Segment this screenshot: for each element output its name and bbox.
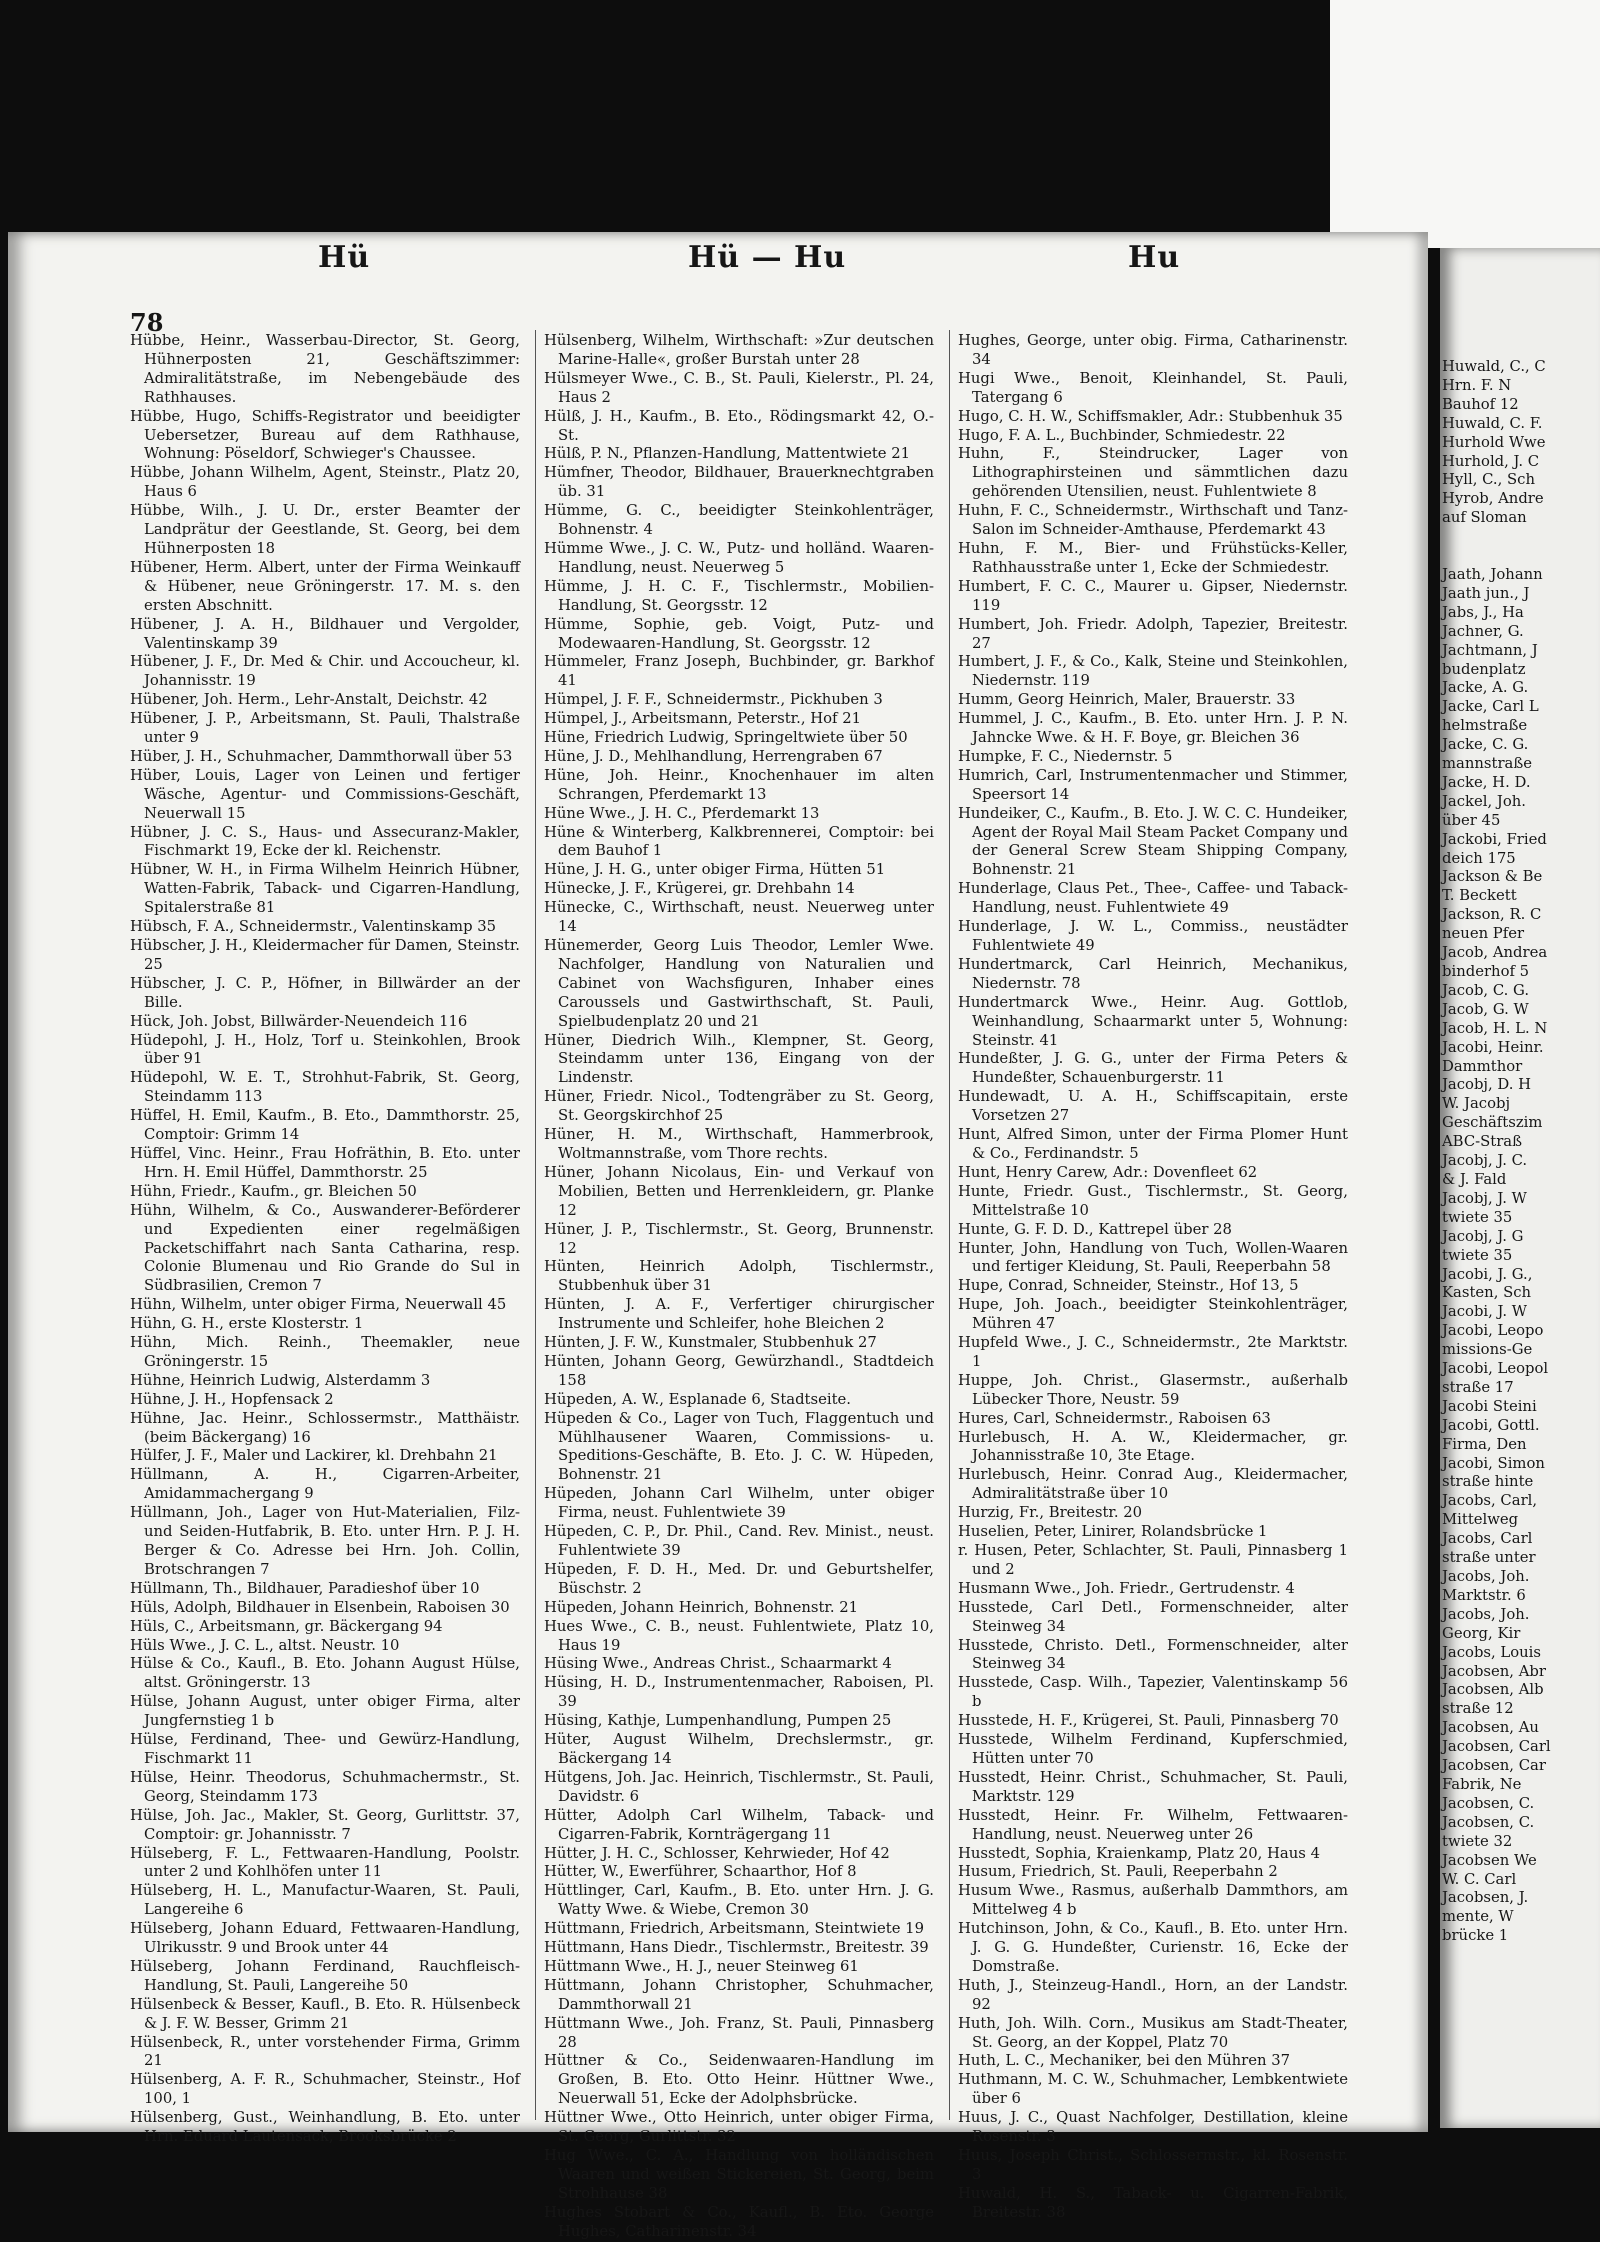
directory-entry: Hümme Wwe., J. C. W., Putz- und holländ. Waaren-Handlung, neust. Neuerweg 5	[544, 539, 934, 576]
directory-entry: Hüllmann, A. H., Cigarren-Arbeiter, Amidammachergang 9	[130, 1466, 520, 1503]
directory-entry: Hüttmann, Johann Christopher, Schuhmacher, Dammthorwall 21	[544, 1976, 934, 2013]
directory-entry: Hüber, J. H., Schuhmacher, Dammthorwall über 53	[130, 747, 513, 765]
directory-entry: Hüttmann, Hans Diedr., Tischlermstr., Breitestr. 39	[544, 1939, 929, 1957]
directory-entry: Hüpeden, F. D. H., Med. Dr. und Geburtshelfer, Büschstr. 2	[544, 1560, 934, 1597]
directory-entry: Hüls, Adolph, Bildhauer in Elsenbein, Raboisen 30	[130, 1598, 510, 1616]
facing-page-line: Jacobsen We	[1442, 1851, 1537, 1869]
facing-page-line: Jacobj, J. G	[1442, 1227, 1524, 1245]
directory-entry: Hülseberg, Johann Eduard, Fettwaaren-Handlung, Ulrikusstr. 9 und Brook unter 44	[130, 1920, 520, 1957]
directory-column-2	[544, 332, 934, 2240]
directory-entry: Hümme, G. C., beeidigter Steinkohlenträger, Bohnenstr. 4	[544, 502, 934, 539]
directory-entry: Hundertmarck, Carl Heinrich, Mechanikus, Niedernstr. 78	[958, 955, 1348, 992]
directory-entry: Hüsing, Kathje, Lumpenhandlung, Pumpen 25	[544, 1712, 892, 1730]
directory-column-1	[130, 332, 520, 2146]
facing-page-line: Jacob, G. W	[1442, 1000, 1529, 1018]
directory-entry: Hühn, Wilhelm, & Co., Auswanderer-Beförderer und Expedienten einer regelmäßigen Packetschiffahrt nach Santa Catharina, resp. Colonie Blumenau und Rio Grande do Sul in Südbrasilien, Cremon 7	[130, 1201, 520, 1295]
facing-page-line: Jackson & Be	[1442, 868, 1543, 886]
directory-entry: Husum, Friedrich, St. Pauli, Reeperbahn 2	[958, 1863, 1278, 1881]
directory-entry: Hunte, G. F. D. D., Kattrepel über 28	[958, 1220, 1232, 1238]
directory-entry: Hugo, F. A. L., Buchbinder, Schmiedestr. 22	[958, 426, 1286, 444]
facing-page-line: Jacke, H. D.	[1442, 773, 1531, 791]
facing-page-line: Mittelweg	[1442, 1511, 1519, 1529]
directory-entry: Huhn, F. M., Bier- und Frühstücks-Keller, Rathhausstraße unter 1, Ecke der Schmiedestr.	[958, 539, 1348, 576]
directory-entry: Husstede, Casp. Wilh., Tapezier, Valentinskamp 56 b	[958, 1674, 1348, 1711]
facing-page-line	[1442, 547, 1600, 566]
directory-entry: Hundeiker, C., Kaufm., B. Eto. J. W. C. C. Hundeiker, Agent der Royal Mail Steam Packet Company und der General Screw Steam Shipping Company, Bohnenstr. 21	[958, 804, 1348, 879]
directory-entry: Hüpeden, C. P., Dr. Phil., Cand. Rev. Minist., neust. Fuhlentwiete 39	[544, 1523, 934, 1559]
directory-entry: Hüttmann, Friedrich, Arbeitsmann, Steintwiete 19	[544, 1920, 924, 1938]
directory-entry: Hüttlinger, Carl, Kaufm., B. Eto. unter Hrn. J. G. Watty Wwe. & Wiebe, Cremon 30	[544, 1882, 934, 1919]
directory-entry: Hüne, Friedrich Ludwig, Springeltwiete über 50	[544, 729, 908, 747]
directory-entry: Hunderlage, J. W. L., Commiss., neustädter Fuhlentwiete 49	[958, 918, 1348, 954]
running-head-left: Hü	[318, 240, 371, 275]
facing-page-line: Hurhold, J. C	[1442, 452, 1540, 470]
facing-page-line: twiete 35	[1442, 1208, 1513, 1226]
directory-entry: Hübener, Herm. Albert, unter der Firma Weinkauff & Hübener, neue Gröningerstr. 17. M. s. den ersten Abschnitt.	[130, 558, 520, 614]
facing-page-line: Jacobsen, Au	[1442, 1719, 1539, 1737]
directory-entry: Hünemerder, Georg Luis Theodor, Lemler Wwe. Nachfolger, Handlung von Naturalien und Cabinet von Wachsfiguren, Inhaber eines Caroussels und Gastwirthschaft, St. Pauli, Spielbudenplatz 20 und 21	[544, 937, 934, 1030]
facing-page-line: Jacobi, J. G.,	[1442, 1265, 1533, 1283]
directory-entry: Hüls Wwe., J. C. L., altst. Neustr. 10	[130, 1636, 400, 1654]
directory-entry: Husstedt, Sophia, Kraienkamp, Platz 20, Haus 4	[958, 1844, 1320, 1862]
directory-column-3	[958, 332, 1348, 2221]
directory-entry: Hübener, J. F., Dr. Med & Chir. und Accoucheur, kl. Johannisstr. 19	[130, 653, 520, 690]
facing-page-line: Jacobi, Gottl.	[1442, 1416, 1540, 1434]
directory-entry: Hünecke, J. F., Krügerei, gr. Drehbahn 14	[544, 880, 855, 898]
directory-entry: Hümmeler, Franz Joseph, Buchbinder, gr. Barkhof 41	[544, 653, 934, 690]
directory-entry: Hünten, J. A. F., Verfertiger chirurgischer Instrumente und Schleifer, hohe Bleichen 2	[544, 1296, 934, 1333]
facing-page-line: twiete 32	[1442, 1832, 1513, 1850]
facing-page-line: Jacob, Andrea	[1442, 944, 1548, 962]
directory-entry: Hüne & Winterberg, Kalkbrennerei, Comptoir: bei dem Bauhof 1	[544, 823, 934, 860]
facing-page-line: Jacobi, Heinr.	[1442, 1038, 1544, 1056]
directory-entry: Hülse, Johann August, unter obiger Firma, alter Jungfernstieg 1 b	[130, 1693, 520, 1730]
facing-page-line: Jaath jun., J	[1442, 584, 1530, 602]
directory-entry: Hück, Joh. Jobst, Billwärder-Neuendeich 116	[130, 1012, 468, 1030]
directory-entry: Hüdepohl, J. H., Holz, Torf u. Steinkohlen, Brook über 91	[130, 1031, 520, 1068]
directory-entry: Hüffel, H. Emil, Kaufm., B. Eto., Dammthorstr. 25, Comptoir: Grimm 14	[130, 1107, 520, 1144]
directory-entry: Hüls, C., Arbeitsmann, gr. Bäckergang 94	[130, 1617, 443, 1635]
directory-entry: Hundewadt, U. A. H., Schiffscapitain, erste Vorsetzen 27	[958, 1088, 1348, 1125]
directory-entry: Hüber, Louis, Lager von Leinen und fertiger Wäsche, Agentur- und Commissions-Geschäft, Neuerwall 15	[130, 766, 520, 822]
directory-entry: Hüttner Wwe., Otto Heinrich, unter obiger Firma, St. Georg, Gurlittstr. 32	[544, 2109, 934, 2146]
facing-page-line: straße hinte	[1442, 1473, 1534, 1491]
directory-entry: Hundeßter, J. G. G., unter der Firma Peters & Hundeßter, Schauenburgerstr. 11	[958, 1050, 1348, 1087]
directory-entry: Hülsmeyer Wwe., C. B., St. Pauli, Kielerstr., Pl. 24, Haus 2	[544, 369, 934, 406]
facing-page-line: Marktstr. 6	[1442, 1586, 1526, 1604]
directory-entry: Hunte, Friedr. Gust., Tischlermstr., St. Georg, Mittelstraße 10	[958, 1182, 1348, 1219]
directory-entry: Hüllmann, Joh., Lager von Hut-Materialien, Filz- und Seiden-Hutfabrik, B. Eto. unter Hrn. P. J. H. Berger & Co. Adresse bei Hrn. Joh. Collin, Brotschrangen 7	[130, 1504, 520, 1578]
directory-entry: Hühne, Heinrich Ludwig, Alsterdamm 3	[130, 1371, 431, 1389]
directory-entry: Hübbe, Johann Wilhelm, Agent, Steinstr., Platz 20, Haus 6	[130, 464, 520, 501]
facing-page-line: Georg, Kir	[1442, 1624, 1521, 1642]
directory-entry: Hunderlage, Claus Pet., Thee-, Caffee- und Taback-Handlung, neust. Fuhlentwiete 49	[958, 880, 1348, 917]
directory-entry: Humbert, Joh. Friedr. Adolph, Tapezier, Breitestr. 27	[958, 615, 1348, 652]
running-head-center: Hü — Hu	[688, 240, 847, 275]
directory-entry: Huth, L. C., Mechaniker, bei den Mühren 37	[958, 2052, 1291, 2070]
directory-entry: Hues Wwe., C. B., neust. Fuhlentwiete, Platz 10, Haus 19	[544, 1617, 934, 1654]
directory-entry: Hupe, Joh. Joach., beeidigter Steinkohlenträger, Mühren 47	[958, 1296, 1348, 1333]
directory-entry: Hütgens, Joh. Jac. Heinrich, Tischlermstr., St. Pauli, Davidstr. 6	[544, 1768, 934, 1805]
directory-entry: Hüner, H. M., Wirthschaft, Hammerbrook, Woltmannstraße, vom Thore rechts.	[544, 1126, 934, 1162]
facing-page-line: auf Sloman	[1442, 509, 1527, 527]
facing-page-line: Jackobi, Fried	[1442, 830, 1547, 848]
directory-entry: Hülse, Joh. Jac., Makler, St. Georg, Gurlittstr. 37, Comptoir: gr. Johannisstr. 7	[130, 1806, 520, 1843]
facing-page-line: Jacobi, Leopol	[1442, 1360, 1549, 1378]
facing-page-line: & J. Fald	[1442, 1170, 1507, 1188]
column-rule	[949, 330, 950, 2120]
directory-entry: Hughes, George, unter obig. Firma, Catharinenstr. 34	[958, 332, 1348, 368]
directory-entry: Husstede, Christo. Detl., Formenschneider, alter Steinweg 34	[958, 1636, 1348, 1673]
directory-entry: Husmann Wwe., Joh. Friedr., Gertrudenstr. 4	[958, 1579, 1295, 1597]
directory-entry: Hülseberg, H. L., Manufactur-Waaren, St. Pauli, Langereihe 6	[130, 1882, 520, 1919]
directory-entry: Hüffel, Vinc. Heinr., Frau Hofräthin, B. Eto. unter Hrn. H. Emil Hüffel, Dammthorstr. 25	[130, 1144, 520, 1181]
directory-entry: Hünecke, C., Wirthschaft, neust. Neuerweg unter 14	[544, 899, 934, 936]
directory-entry: Hübsch, F. A., Schneidermstr., Valentinskamp 35	[130, 918, 497, 936]
directory-entry: Hupfeld Wwe., J. C., Schneidermstr., 2te Marktstr. 1	[958, 1334, 1348, 1370]
facing-page-line: W. Jacobj	[1442, 1095, 1511, 1113]
facing-page-line: Jachner, G.	[1442, 622, 1524, 640]
directory-entry: Hüner, Friedr. Nicol., Todtengräber zu St. Georg, St. Georgskirchhof 25	[544, 1088, 934, 1125]
directory-entry: Hüttmann Wwe., H. J., neuer Steinweg 61	[544, 1957, 859, 1975]
facing-page-line: Jacob, H. L. N	[1442, 1019, 1548, 1037]
directory-entry: Hüne Wwe., J. H. C., Pferdemarkt 13	[544, 804, 820, 822]
directory-entry: Hurlebusch, H. A. W., Kleidermacher, gr. Johannisstraße 10, 3te Etage.	[958, 1428, 1348, 1465]
directory-entry: Husum Wwe., Rasmus, außerhalb Dammthors, am Mittelweg 4 b	[958, 1882, 1348, 1919]
directory-entry: Huhn, F. C., Schneidermstr., Wirthschaft und Tanz-Salon im Schneider-Amthause, Pferdemarkt 43	[958, 502, 1348, 539]
facing-page-line: Jacobs, Carl,	[1442, 1492, 1538, 1510]
directory-entry: Hughes Stobart & Co., Kaufl., B. Eto. George Hughes, Catharinenstr. 34	[544, 2203, 934, 2240]
directory-entry: Hümfner, Theodor, Bildhauer, Brauerknechtgraben üb. 31	[544, 464, 934, 501]
directory-entry: Hübbe, Hugo, Schiffs-Registrator und beeidigter Uebersetzer, Bureau auf dem Rathhause, Wohnung: Pöseldorf, Schwieger's Chaussee.	[130, 407, 520, 463]
facing-page-line: Huwald, C. F.	[1442, 414, 1543, 432]
facing-page-line: neuen Pfer	[1442, 925, 1525, 943]
directory-entry: Husstedt, Heinr. Christ., Schuhmacher, St. Pauli, Marktstr. 129	[958, 1768, 1348, 1805]
facing-page-line: ABC-Straß	[1442, 1133, 1523, 1151]
directory-entry: Hurlebusch, Heinr. Conrad Aug., Kleidermacher, Admiralitätstraße über 10	[958, 1466, 1348, 1503]
directory-entry: Hugi Wwe., Benoit, Kleinhandel, St. Pauli, Tatergang 6	[958, 369, 1348, 406]
directory-entry: Hülß, J. H., Kaufm., B. Eto., Rödingsmarkt 42, O.-St.	[544, 407, 934, 444]
directory-entry: Hüllmann, Th., Bildhauer, Paradieshof über 10	[130, 1579, 480, 1597]
facing-page-line: Jacobi, Simon	[1442, 1454, 1545, 1472]
directory-entry: Hüne, Joh. Heinr., Knochenhauer im alten Schrangen, Pferdemarkt 13	[544, 766, 934, 803]
directory-entry: Husstede, H. F., Krügerei, St. Pauli, Pinnasberg 70	[958, 1712, 1339, 1730]
facing-page-line: Jacobsen, Car	[1442, 1757, 1546, 1775]
directory-entry: Hüsing Wwe., Andreas Christ., Schaarmarkt 4	[544, 1655, 892, 1673]
column-rule	[535, 330, 536, 2120]
directory-entry: Hüner, Johann Nicolaus, Ein- und Verkauf von Mobilien, Betten und Herrenkleidern, gr. Planke 12	[544, 1163, 934, 1219]
facing-page-line: twiete 35	[1442, 1246, 1513, 1264]
directory-entry: Hümme, Sophie, geb. Voigt, Putz- und Modewaaren-Handlung, St. Georgsstr. 12	[544, 615, 934, 652]
directory-entry: r. Husen, Peter, Schlachter, St. Pauli, Pinnasberg 1 und 2	[958, 1542, 1348, 1578]
facing-page-line: straße 12	[1442, 1700, 1514, 1718]
directory-entry: Hühn, Wilhelm, unter obiger Firma, Neuerwall 45	[130, 1296, 507, 1314]
facing-page-line: Geschäftszim	[1442, 1114, 1543, 1132]
directory-entry: Hüpeden, A. W., Esplanade 6, Stadtseite.	[544, 1390, 851, 1408]
directory-entry: Hüpeden & Co., Lager von Tuch, Flaggentuch und Mühlhausener Waaren, Commissions- u. Speditions-Geschäfte, B. Eto. J. C. W. Hüpeden, Bohnenstr. 21	[544, 1409, 934, 1484]
facing-page-line: Bauhof 12	[1442, 395, 1519, 413]
directory-entry: Hülsenberg, A. F. R., Schuhmacher, Steinstr., Hof 100, 1	[130, 2071, 520, 2108]
facing-page-line: Jacobsen, Carl	[1442, 1738, 1551, 1756]
directory-entry: Hülseberg, Johann Ferdinand, Rauchfleisch-Handlung, St. Pauli, Langereihe 50	[130, 1957, 520, 1994]
directory-entry: Hutchinson, John, & Co., Kaufl., B. Eto. unter Hrn. J. G. G. Hundeßter, Curienstr. 16, Ecke der Domstraße.	[958, 1920, 1348, 1975]
facing-page-line: Jaath, Johann	[1442, 565, 1543, 583]
directory-entry: Hümpel, J., Arbeitsmann, Peterstr., Hof 21	[544, 710, 862, 728]
directory-entry: Hurzig, Fr., Breitestr. 20	[958, 1504, 1143, 1522]
facing-page-line	[1442, 528, 1600, 547]
directory-entry: Hütter, W., Ewerführer, Schaarthor, Hof 8	[544, 1863, 857, 1881]
facing-page-line: mente, W	[1442, 1908, 1514, 1926]
book-page	[8, 232, 1428, 2240]
facing-page-line: straße 17	[1442, 1378, 1514, 1396]
facing-page-line: Jacke, A. G.	[1442, 679, 1529, 697]
directory-entry: Hübener, J. A. H., Bildhauer und Vergolder, Valentinskamp 39	[130, 615, 520, 652]
directory-entry: Humbert, F. C. C., Maurer u. Gipser, Niedernstr. 119	[958, 577, 1348, 614]
directory-entry: Huth, J., Steinzeug-Handl., Horn, an der Landstr. 92	[958, 1976, 1348, 2013]
directory-entry: Husstede, Carl Detl., Formenschneider, alter Steinweg 34	[958, 1598, 1348, 1635]
directory-entry: Huppe, Joh. Christ., Glasermstr., außerhalb Lübecker Thore, Neustr. 59	[958, 1371, 1348, 1408]
directory-entry: Hülse, Heinr. Theodorus, Schuhmachermstr., St. Georg, Steindamm 173	[130, 1768, 520, 1805]
adjacent-page-corner	[1330, 0, 1600, 248]
facing-page-line: Jackson, R. C	[1442, 906, 1542, 924]
directory-entry: Hütter, J. H. C., Schlosser, Kehrwieder, Hof 42	[544, 1844, 890, 1862]
facing-page-line: Dammthor	[1442, 1057, 1523, 1075]
directory-entry: Huhn, F., Steindrucker, Lager von Lithographirsteinen und sämmtlichen dazu gehörenden Utensilien, neust. Fuhlentwiete 8	[958, 445, 1348, 501]
facing-page-line: Jacobi, J. W	[1442, 1303, 1527, 1321]
directory-entry: Huthmann, M. C. W., Schuhmacher, Lembkentwiete über 6	[958, 2071, 1348, 2108]
facing-page-line: Jacobsen, Abr	[1442, 1662, 1546, 1680]
facing-page-line: Firma, Den	[1442, 1435, 1527, 1453]
directory-entry: Hupe, Conrad, Schneider, Steinstr., Hof 13, 5	[958, 1277, 1299, 1295]
directory-entry: Hühne, J. H., Hopfensack 2	[130, 1390, 334, 1408]
facing-page-line: T. Beckett	[1442, 887, 1517, 905]
facing-page-line: Jacob, C. G.	[1442, 981, 1530, 999]
directory-entry: Hünten, Johann Georg, Gewürzhandl., Stadtdeich 158	[544, 1352, 934, 1389]
facing-page-line: Jacobi Steini	[1442, 1397, 1537, 1415]
directory-entry: Huus, J. C., Quast Nachfolger, Destillation, kleine Rosenstr. 3	[958, 2109, 1348, 2146]
directory-entry: Hübner, W. H., in Firma Wilhelm Heinrich Hübner, Watten-Fabrik, Taback- und Cigarren-Handlung, Spitalerstraße 81	[130, 861, 520, 917]
directory-entry: Hübbe, Wilh., J. U. Dr., erster Beamter der Landprätur der Geestlande, St. Georg, bei dem Hühnerposten 18	[130, 502, 520, 557]
facing-page-line: Jacobs, Joh.	[1442, 1605, 1530, 1623]
directory-entry: Hüttmann Wwe., Joh. Franz, St. Pauli, Pinnasberg 28	[544, 2014, 934, 2051]
directory-entry: Hug Wwe., C. A., Handlung von holländischen Waaren und weißen Stickereien, St. Georg, beim Strohhause 38	[544, 2147, 934, 2202]
facing-page-line: Huwald, C., C	[1442, 358, 1546, 375]
facing-page-line: binderhof 5	[1442, 963, 1530, 980]
directory-entry: Hülsenbeck, R., unter vorstehender Firma, Grimm 21	[130, 2033, 520, 2070]
directory-entry: Hüttner & Co., Seidenwaaren-Handlung im Großen, B. Eto. Otto Heinr. Hüttner Wwe., Neuerwall 51, Ecke der Adolphsbrücke.	[544, 2052, 934, 2108]
directory-entry: Hübscher, J. H., Kleidermacher für Damen, Steinstr. 25	[130, 937, 520, 973]
facing-page-line: Jacobsen, Alb	[1442, 1681, 1544, 1699]
directory-entry: Hümpel, J. F. F., Schneidermstr., Pickhuben 3	[544, 691, 883, 709]
facing-page-line: Jacobs, Joh.	[1442, 1568, 1530, 1585]
directory-entry: Huwald, H. S., Taback- u. Cigarren-Fabrik, Breitestr. 38	[958, 2184, 1348, 2221]
facing-page-line: Jacobj, J. W	[1442, 1189, 1527, 1207]
facing-page-line: Jacobsen, C.	[1442, 1794, 1535, 1812]
directory-entry: Husstedt, Heinr. Fr. Wilhelm, Fettwaaren-Handlung, neust. Neuerweg unter 26	[958, 1806, 1348, 1843]
directory-entry: Hülseberg, F. L., Fettwaaren-Handlung, Poolstr. unter 2 und Kohlhöfen unter 11	[130, 1844, 520, 1881]
directory-entry: Hüdepohl, W. E. T., Strohhut-Fabrik, St. Georg, Steindamm 113	[130, 1069, 520, 1106]
facing-page-line: budenplatz	[1442, 660, 1526, 678]
facing-page-line: Hyll, C., Sch	[1442, 471, 1535, 489]
directory-entry: Hülfer, J. F., Maler und Lackirer, kl. Drehbahn 21	[130, 1447, 498, 1465]
facing-page-line: Jacobi, Leopo	[1442, 1322, 1544, 1340]
facing-page-line: Hrn. F. N	[1442, 376, 1512, 394]
running-head-right: Hu	[1128, 240, 1181, 275]
facing-page-line: Jachtmann, J	[1442, 641, 1538, 659]
facing-page-line: Jackel, Joh.	[1442, 792, 1526, 810]
directory-entry: Humm, Georg Heinrich, Maler, Brauerstr. 33	[958, 691, 1296, 709]
directory-entry: Husstede, Wilhelm Ferdinand, Kupferschmied, Hütten unter 70	[958, 1731, 1348, 1767]
facing-page-line: Jacke, C. G.	[1442, 736, 1529, 754]
directory-entry: Hugo, C. H. W., Schiffsmakler, Adr.: Stubbenhuk 35	[958, 407, 1343, 425]
directory-entry: Hümme, J. H. C. F., Tischlermstr., Mobilien-Handlung, St. Georgsstr. 12	[544, 577, 934, 614]
facing-page-line: Jacobj, D. H	[1442, 1076, 1532, 1094]
directory-entry: Hures, Carl, Schneidermstr., Raboisen 63	[958, 1409, 1271, 1427]
directory-entry: Hülse, Ferdinand, Thee- und Gewürz-Handlung, Fischmarkt 11	[130, 1731, 520, 1767]
directory-entry: Hunt, Alfred Simon, unter der Firma Plomer Hunt & Co., Ferdinandstr. 5	[958, 1126, 1348, 1162]
directory-entry: Hühn, Friedr., Kaufm., gr. Bleichen 50	[130, 1182, 417, 1200]
facing-page-line: Kasten, Sch	[1442, 1284, 1532, 1302]
facing-page-line: missions-Ge	[1442, 1341, 1533, 1359]
facing-page-line: Hurhold Wwe	[1442, 433, 1546, 451]
facing-page-line: über 45	[1442, 811, 1501, 829]
directory-entry: Hüsing, H. D., Instrumentenmacher, Raboisen, Pl. 39	[544, 1674, 934, 1711]
directory-entry: Hülse & Co., Kaufl., B. Eto. Johann August Hülse, altst. Gröningerstr. 13	[130, 1655, 520, 1692]
facing-page-line: Hyrob, Andre	[1442, 490, 1544, 508]
facing-page-line: Jacobs, Carl	[1442, 1530, 1533, 1548]
facing-page-line: Jacobsen, J.	[1442, 1889, 1529, 1907]
facing-page-line: deich 175	[1442, 849, 1516, 867]
directory-entry: Huus, Joseph Christ., Schlossermstr., kl. Rosenstr. 3	[958, 2147, 1348, 2183]
directory-entry: Huth, Joh. Wilh. Corn., Musikus am Stadt-Theater, St. Georg, an der Koppel, Platz 70	[958, 2014, 1348, 2051]
directory-entry: Hülsenbeck & Besser, Kaufl., B. Eto. R. Hülsenbeck & J. F. W. Besser, Grimm 21	[130, 1995, 520, 2032]
directory-entry: Hühne, Jac. Heinr., Schlossermstr., Matthäistr. (beim Bäckergang) 16	[130, 1409, 520, 1446]
directory-entry: Hübbe, Heinr., Wasserbau-Director, St. Georg, Hühnerposten 21, Geschäftszimmer: Admiralitätstraße, im Nebengebäude des Rathhauses.	[130, 332, 520, 406]
facing-page-line: helmstraße	[1442, 717, 1528, 735]
facing-page-line: straße unter	[1442, 1549, 1536, 1567]
directory-entry: Hünten, J. F. W., Kunstmaler, Stubbenhuk 27	[544, 1334, 877, 1352]
facing-page-line: Jacobsen, C.	[1442, 1813, 1535, 1831]
directory-entry: Hüner, Diedrich Wilh., Klempner, St. Georg, Steindamm unter 136, Eingang von der Lindenstr.	[544, 1031, 934, 1087]
directory-entry: Humrich, Carl, Instrumentenmacher und Stimmer, Speersort 14	[958, 766, 1348, 803]
facing-page-edge	[1440, 248, 1600, 2128]
directory-entry: Hüne, J. D., Mehlhandlung, Herrengraben 67	[544, 747, 883, 765]
directory-entry: Humpke, F. C., Niedernstr. 5	[958, 747, 1173, 765]
directory-entry: Hütter, Adolph Carl Wilhelm, Taback- und Cigarren-Fabrik, Kornträgergang 11	[544, 1806, 934, 1843]
page-number: 78	[130, 308, 164, 337]
directory-entry: Hübner, J. C. S., Haus- und Assecuranz-Makler, Fischmarkt 19, Ecke der kl. Reichenstr.	[130, 823, 520, 860]
directory-entry: Hülsenberg, Gust., Weinhandlung, B. Eto. unter Hrn. Eduard Lautensack, Brooksbrücke 2	[130, 2109, 520, 2146]
directory-entry: Hübener, J. P., Arbeitsmann, St. Pauli, Thalstraße unter 9	[130, 710, 520, 747]
facing-page-line: Jacobs, Louis	[1442, 1643, 1542, 1661]
directory-entry: Hunter, John, Handlung von Tuch, Wollen-Waaren und fertiger Kleidung, St. Pauli, Reeperbahn 58	[958, 1239, 1348, 1276]
directory-entry: Hübener, Joh. Herm., Lehr-Anstalt, Deichstr. 42	[130, 691, 488, 709]
directory-entry: Hüter, August Wilhelm, Drechslermstr., gr. Bäckergang 14	[544, 1731, 934, 1767]
directory-entry: Hüne, J. H. G., unter obiger Firma, Hütten 51	[544, 861, 886, 879]
directory-entry: Huselien, Peter, Linirer, Rolandsbrücke 1	[958, 1523, 1268, 1541]
facing-page-line: Jacobj, J. C.	[1442, 1152, 1528, 1170]
facing-page-line: Jacke, Carl L	[1442, 698, 1539, 716]
directory-entry: Hunt, Henry Carew, Adr.: Dovenfleet 62	[958, 1163, 1258, 1181]
directory-entry: Hüner, J. P., Tischlermstr., St. Georg, Brunnenstr. 12	[544, 1220, 934, 1257]
facing-page-line: Jabs, J., Ha	[1442, 603, 1524, 621]
facing-page-line: Fabrik, Ne	[1442, 1775, 1522, 1793]
facing-page-line: mannstraße	[1442, 755, 1532, 773]
directory-entry: Hühn, G. H., erste Klosterstr. 1	[130, 1315, 364, 1333]
directory-entry: Hummel, J. C., Kaufm., B. Eto. unter Hrn. J. P. N. Jahncke Wwe. & H. F. Boye, gr. Bleichen 36	[958, 710, 1348, 747]
directory-entry: Hüpeden, Johann Carl Wilhelm, unter obiger Firma, neust. Fuhlentwiete 39	[544, 1485, 934, 1522]
facing-page-line: brücke 1	[1442, 1927, 1509, 1945]
directory-entry: Hülsenberg, Wilhelm, Wirthschaft: »Zur deutschen Marine-Halle«, großer Burstah unter 28	[544, 332, 934, 368]
directory-entry: Hundertmarck Wwe., Heinr. Aug. Gottlob, Weinhandlung, Schaarmarkt unter 5, Wohnung: Steinstr. 41	[958, 993, 1348, 1049]
directory-entry: Hübscher, J. C. P., Höfner, in Billwärder an der Bille.	[130, 974, 520, 1011]
directory-entry: Humbert, J. F., & Co., Kalk, Steine und Steinkohlen, Niedernstr. 119	[958, 653, 1348, 690]
directory-entry: Hüpeden, Johann Heinrich, Bohnenstr. 21	[544, 1598, 859, 1616]
facing-page-column	[1442, 358, 1600, 1946]
directory-entry: Hühn, Mich. Reinh., Theemakler, neue Gröningerstr. 15	[130, 1334, 520, 1370]
directory-entry: Hülß, P. N., Pflanzen-Handlung, Mattentwiete 21	[544, 445, 911, 463]
facing-page-line: W. C. Carl	[1442, 1870, 1517, 1888]
directory-entry: Hünten, Heinrich Adolph, Tischlermstr., Stubbenhuk über 31	[544, 1258, 934, 1295]
